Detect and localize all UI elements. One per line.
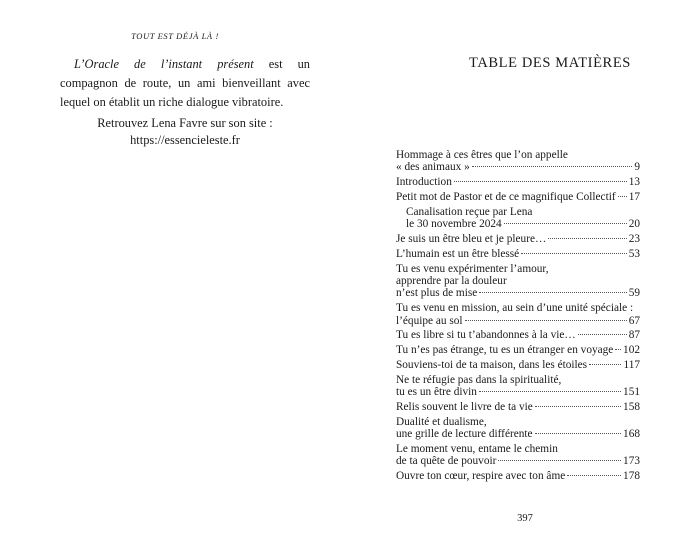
toc-entry-title: Petit mot de Pastor et de ce magnifique Collectif bbox=[396, 191, 616, 203]
toc-page-number: 158 bbox=[623, 401, 640, 413]
toc-entry-title: n’est plus de mise bbox=[396, 287, 478, 300]
website-note-text: Retrouvez Lena Favre sur son site : bbox=[97, 116, 273, 130]
toc-entry-title: une grille de lecture différente bbox=[396, 428, 533, 441]
toc-leader-dots bbox=[589, 364, 621, 365]
website-url: https://essencieleste.fr bbox=[130, 133, 240, 147]
toc-title: TABLE DES MATIÈRES bbox=[469, 55, 631, 71]
toc-leader-dots bbox=[615, 349, 621, 350]
toc-entry-row bbox=[396, 161, 640, 173]
toc-page-number: 59 bbox=[628, 287, 640, 300]
toc-entry-line: apprendre par la douleur bbox=[396, 275, 507, 287]
toc-entry-title: Introduction bbox=[396, 176, 452, 189]
toc-entry-row bbox=[396, 470, 640, 482]
toc-leader-dots bbox=[479, 292, 626, 293]
toc-entry-title: tu es un être divin bbox=[396, 386, 477, 399]
toc-entry bbox=[396, 443, 640, 468]
intro-text: est un compagnon de route, un ami bienveillant avec lequel on établit un riche dialogue vibratoire. bbox=[60, 57, 310, 109]
toc-entry-line: Dualité et dualisme, bbox=[396, 415, 487, 428]
toc-leader-dots bbox=[567, 475, 621, 476]
toc-entry-title: Je suis un être bleu et je pleure… bbox=[396, 233, 547, 245]
toc-page-number: 67 bbox=[628, 314, 640, 327]
toc-entry bbox=[396, 191, 640, 203]
toc-entry-title: Tu n’es pas étrange, tu es un étranger en voyage bbox=[396, 344, 614, 357]
toc-entry bbox=[396, 359, 640, 371]
toc-leader-dots bbox=[465, 320, 627, 321]
toc-entry-row bbox=[396, 315, 640, 327]
toc-page-number: 168 bbox=[623, 428, 640, 441]
toc-page-number: 23 bbox=[628, 233, 640, 245]
toc-page-number: 87 bbox=[628, 329, 640, 342]
toc-page-number: 173 bbox=[623, 455, 640, 468]
toc-entry bbox=[396, 344, 640, 356]
oracle-title: L’Oracle de l’instant présent bbox=[74, 57, 254, 71]
toc-entry bbox=[396, 149, 640, 174]
toc-page-number: 53 bbox=[628, 247, 640, 260]
toc-page-number: 151 bbox=[623, 386, 640, 399]
toc-entry bbox=[396, 176, 640, 188]
toc-page-number: 20 bbox=[628, 218, 640, 231]
toc-entry-row bbox=[396, 455, 640, 467]
toc-entry-row bbox=[396, 344, 640, 356]
toc-entry-row bbox=[396, 287, 640, 299]
toc-entry-title: le 30 novembre 2024 bbox=[406, 218, 502, 231]
toc-entry-line: Tu es venu en mission, au sein d’une unité spéciale : bbox=[396, 302, 634, 315]
toc-entry-line: Le moment venu, entame le chemin bbox=[396, 443, 558, 455]
toc-page-number: 13 bbox=[628, 176, 640, 189]
right-page bbox=[350, 0, 700, 557]
toc-leader-dots bbox=[618, 196, 627, 197]
toc-entry-row bbox=[396, 401, 640, 413]
toc-leader-dots bbox=[479, 391, 621, 392]
toc-entry-title: de ta quête de pouvoir bbox=[396, 455, 497, 468]
toc-entry-title: Relis souvent le livre de ta vie bbox=[396, 401, 533, 413]
toc-entry-title: L’humain est un être blessé bbox=[396, 247, 520, 260]
toc-entry bbox=[396, 470, 640, 482]
toc-entry bbox=[396, 374, 640, 399]
toc-leader-dots bbox=[472, 166, 633, 167]
toc-entry-row bbox=[396, 329, 640, 341]
toc-leader-dots bbox=[535, 433, 622, 434]
toc-entry bbox=[396, 416, 640, 441]
toc-entry-row bbox=[396, 359, 640, 371]
toc-entry-line: Ne te réfugie pas dans la spiritualité, bbox=[396, 373, 562, 386]
toc-entry bbox=[396, 401, 640, 413]
page-number: 397 bbox=[517, 513, 533, 524]
toc-leader-dots bbox=[498, 460, 621, 461]
toc-entry-title: Ouvre ton cœur, respire avec ton âme bbox=[396, 470, 566, 483]
toc-page-number: 117 bbox=[623, 359, 640, 371]
toc-page-number: 102 bbox=[623, 344, 640, 357]
toc-entry-line: Hommage à ces êtres que l’on appelle bbox=[396, 149, 568, 161]
toc-entry-line: Canalisation reçue par Lena bbox=[406, 205, 533, 218]
toc-leader-dots bbox=[504, 223, 627, 224]
toc-entry-row bbox=[396, 176, 640, 188]
running-head: TOUT EST DÉJÀ LÀ ! bbox=[131, 31, 219, 41]
intro-paragraph bbox=[60, 55, 310, 112]
toc-entry bbox=[396, 302, 640, 327]
toc-entry bbox=[396, 206, 640, 231]
table-of-contents bbox=[396, 149, 640, 485]
toc-entry-row bbox=[406, 218, 640, 230]
toc-entry-row bbox=[396, 191, 640, 203]
toc-entry bbox=[396, 263, 640, 300]
toc-entry-line: Tu es venu expérimenter l’amour, bbox=[396, 262, 549, 275]
toc-entry-title: Tu es libre si tu t’abandonnes à la vie… bbox=[396, 329, 576, 342]
toc-page-number: 9 bbox=[634, 161, 640, 174]
toc-leader-dots bbox=[578, 334, 627, 335]
toc-entry-title: « des animaux » bbox=[396, 161, 470, 174]
toc-entry-title: Souviens-toi de ta maison, dans les étoiles bbox=[396, 359, 588, 371]
toc-page-number: 17 bbox=[628, 191, 640, 203]
toc-entry bbox=[396, 248, 640, 260]
toc-entry-row bbox=[396, 233, 640, 245]
toc-entry bbox=[396, 233, 640, 245]
toc-entry bbox=[396, 329, 640, 341]
toc-entry-title: l’équipe au sol bbox=[396, 314, 463, 327]
toc-entry-row bbox=[396, 428, 640, 440]
toc-leader-dots bbox=[548, 238, 626, 239]
toc-leader-dots bbox=[535, 406, 621, 407]
toc-leader-dots bbox=[521, 253, 627, 254]
toc-entry-row bbox=[396, 248, 640, 260]
toc-entry-row bbox=[396, 386, 640, 398]
toc-leader-dots bbox=[454, 181, 627, 182]
website-note bbox=[60, 115, 310, 149]
toc-page-number: 178 bbox=[623, 470, 640, 483]
